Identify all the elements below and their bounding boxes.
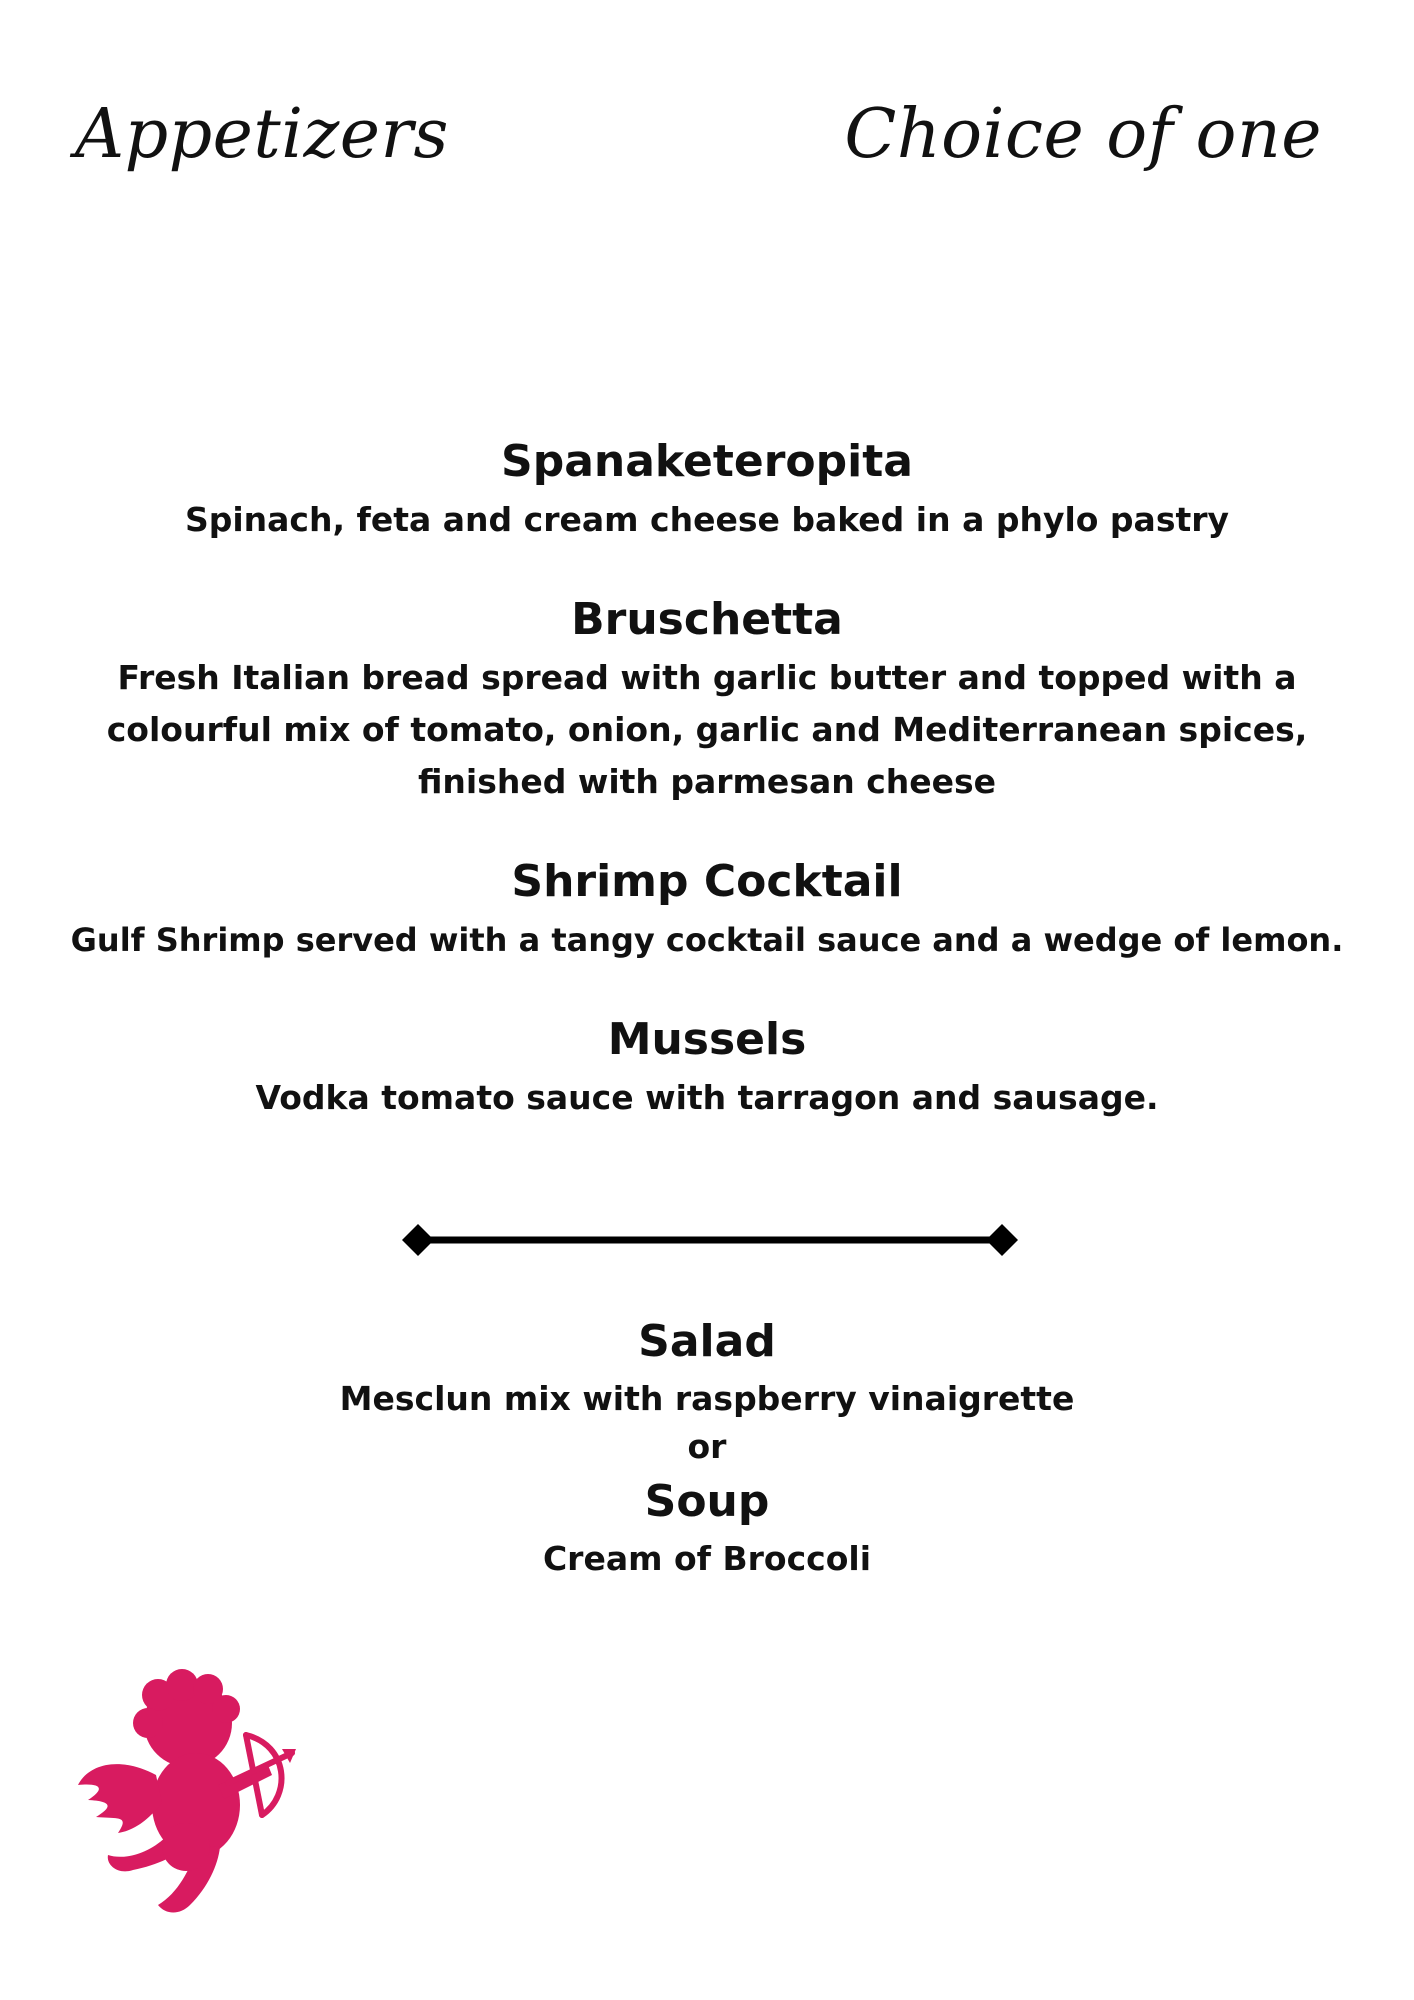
salad-name: Salad xyxy=(638,1316,776,1367)
salad-or-soup xyxy=(0,1310,1414,1584)
appetizer-list xyxy=(0,430,1414,1166)
menu-item xyxy=(0,850,1414,966)
or-label: or xyxy=(687,1427,727,1466)
cupid-icon xyxy=(78,1665,298,1925)
salad-description: Mesclun mix with raspberry vinaigrette xyxy=(339,1379,1075,1418)
menu-item xyxy=(0,430,1414,546)
item-name: Shrimp Cocktail xyxy=(511,856,903,907)
diamond-icon xyxy=(986,1224,1018,1256)
item-description: Vodka tomato sauce with tarragon and sausage. xyxy=(255,1078,1159,1117)
menu-item xyxy=(0,588,1414,808)
soup-name: Soup xyxy=(644,1476,770,1527)
diamond-icon xyxy=(402,1224,434,1256)
item-name: Spanaketeropita xyxy=(501,436,913,487)
menu-item xyxy=(0,1008,1414,1124)
appetizers-heading: Appetizers xyxy=(75,95,449,174)
section-divider xyxy=(400,1222,1020,1258)
choice-of-one-heading: Choice of one xyxy=(844,95,1322,174)
item-description: Fresh Italian bread spread with garlic butter and topped with a colourful mix of tomato, onion, garlic and Mediterranean spices, finished with parmesan cheese xyxy=(106,658,1308,801)
item-name: Mussels xyxy=(607,1014,807,1065)
item-description: Spinach, feta and cream cheese baked in a phylo pastry xyxy=(184,500,1230,539)
item-description: Gulf Shrimp served with a tangy cocktail sauce and a wedge of lemon. xyxy=(70,921,1344,959)
soup-description: Cream of Broccoli xyxy=(542,1539,872,1578)
item-name: Bruschetta xyxy=(571,594,843,645)
